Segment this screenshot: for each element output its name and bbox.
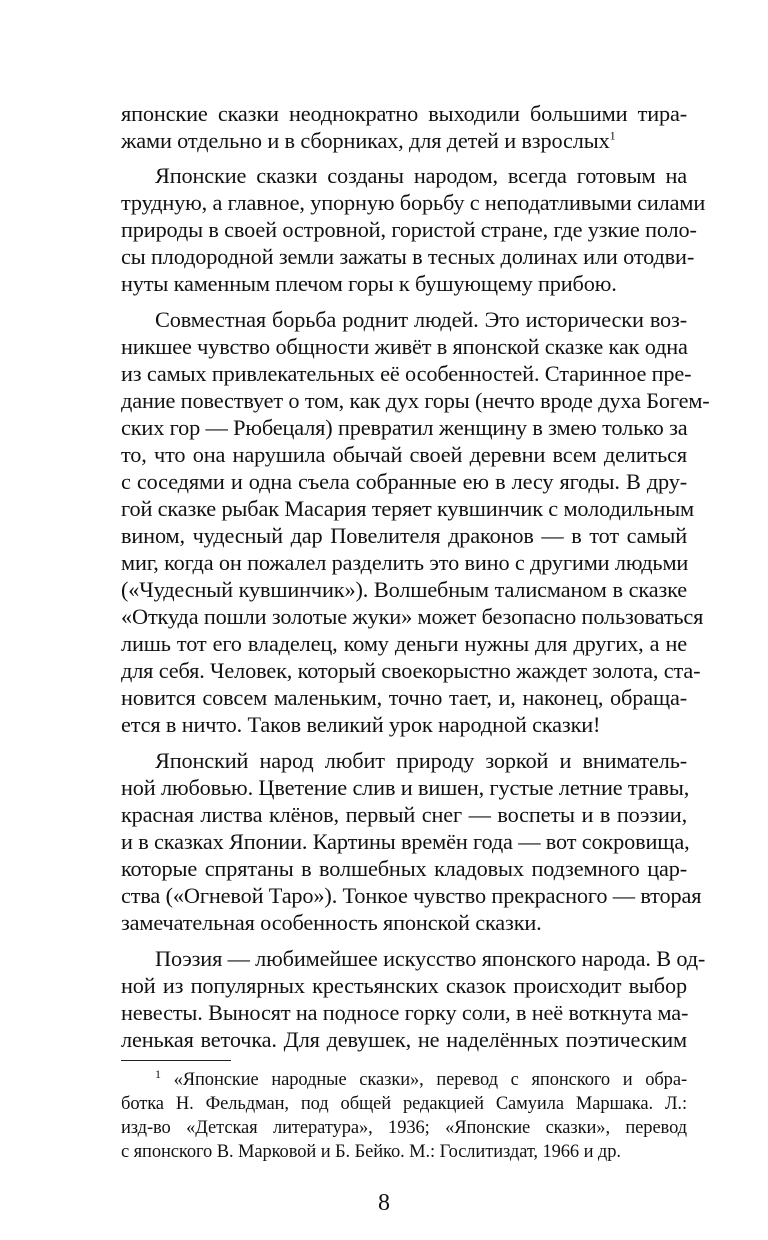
body-text-line: дание повествует о том, как дух горы (нечто вроде духа Богем-: [121, 388, 710, 413]
body-text-line: «Откуда пошли золотые жуки» может безопасно пользоваться: [121, 604, 704, 629]
body-text-line: [121, 126, 687, 156]
body-text-line: замечательная особенность японской сказки.: [121, 910, 542, 935]
body-text-line: и в сказках Японии. Картины времён года — вот сокровища,: [121, 829, 690, 854]
body-text-line: ских гор — Рюбецаля) превратил женщину в змею только за: [121, 415, 688, 440]
body-text-line: Японские сказки созданы народом, всегда готовым на: [155, 163, 687, 188]
body-text-line: лишь тот его владелец, кому деньги нужны для других, а не: [121, 631, 687, 656]
footnote-line: [155, 1068, 687, 1093]
body-text-fragment: жами отдельно и в сборниках, для детей и взрослых: [121, 128, 610, 153]
body-text-line: миг, когда он пожалел разделить это вино с другими людьми: [121, 550, 689, 575]
body-text-line: которые спрятаны в волшебных кладовых подземного цар-: [121, 856, 687, 881]
footnote-separator: [121, 1060, 231, 1061]
body-text-line: новится совсем маленьким, точно тает, и, наконец, обраща-: [121, 685, 687, 710]
body-text-line: («Чудесный кувшинчик»). Волшебным талисманом в сказке: [121, 577, 687, 602]
body-text-line: для себя. Человек, который своекорыстно жаждет золота, ста-: [121, 658, 701, 683]
body-text-line: ства («Огневой Таро»). Тонкое чувство прекрасного — вторая: [121, 883, 702, 908]
body-text-line: природы в своей островной, гористой стране, где узкие поло-: [121, 217, 697, 242]
body-text-line: вином, чудесный дар Повелителя драконов — в тот самый: [121, 523, 687, 548]
footnote-line: с японского В. Марковой и Б. Бейко. М.: Гослитиздат, 1966 и др.: [121, 1142, 621, 1162]
body-text-line: красная листва клёнов, первый снег — воспеты и в поэзии,: [121, 802, 687, 827]
body-text-line: японские сказки неоднократно выходили большими тира-: [121, 101, 687, 126]
body-text-line: ется в ничто. Таков великий урок народной сказки!: [121, 712, 601, 737]
footnote-marker: 1: [155, 1066, 161, 1081]
footnote-line: ботка Н. Фельдман, под общей редакцией Самуила Маршака. Л.:: [121, 1094, 687, 1114]
body-text-line: ной из популярных крестьянских сказок происходит выбор: [121, 973, 687, 998]
body-text-line: гой сказке рыбак Масария теряет кувшинчик с молодильным: [121, 496, 695, 521]
body-text-line: трудную, а главное, упорную борьбу с неподатливыми силами: [121, 190, 706, 215]
body-text-line: невесты. Выносят на подносе горку соли, в неё воткнута ма-: [121, 1000, 689, 1025]
footnote-line: изд-во «Детская литература», 1936; «Японские сказки», перевод: [121, 1118, 687, 1138]
footnote-text-fragment: «Японские народные сказки», перевод с японского и обра-: [173, 1070, 687, 1090]
body-text-line: из самых привлекательных её особенностей. Старинное пре-: [121, 361, 692, 386]
footnote-reference: 1: [609, 128, 616, 143]
body-text-line: ной любовью. Цветение слив и вишен, густые летние травы,: [121, 775, 690, 800]
body-text-line: никшее чувство общности живёт в японской сказке как одна: [121, 334, 688, 359]
body-text-line: то, что она нарушила обычай своей деревни всем делиться: [121, 442, 687, 467]
body-text-line: сы плодородной земли зажаты в тесных долинах или отодви-: [121, 244, 695, 269]
body-text-line: нуты каменным плечом горы к бушующему прибою.: [121, 271, 617, 296]
body-text-line: Поэзия — любимейшее искусство японского народа. В од-: [155, 946, 706, 971]
body-text-line: ленькая веточка. Для девушек, не наделённых поэтическим: [121, 1027, 687, 1052]
body-text-line: Совместная борьба роднит людей. Это исторически воз-: [155, 307, 687, 332]
body-text-line: с соседями и одна съела собранные ею в лесу ягоды. В дру-: [121, 469, 687, 494]
body-text-line: Японский народ любит природу зоркой и вниматель-: [155, 748, 687, 773]
page-number: 8: [378, 1190, 390, 1216]
